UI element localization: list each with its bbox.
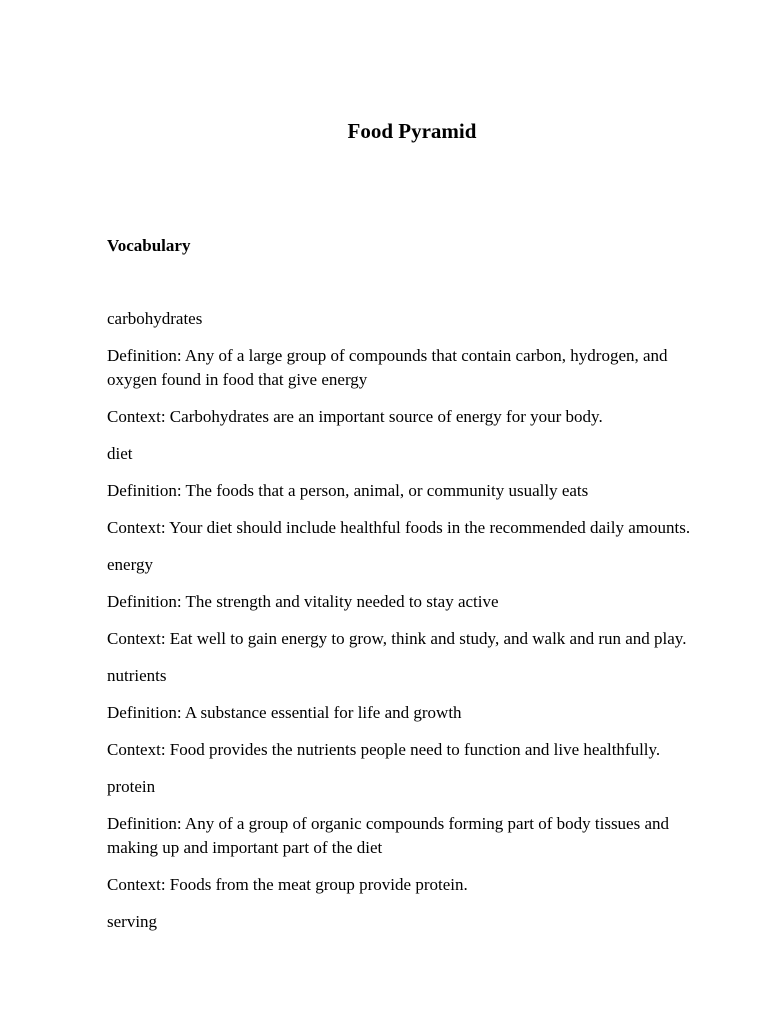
vocab-definition: Definition: A substance essential for life and growth (107, 703, 462, 722)
vocab-term: serving (107, 912, 158, 931)
vocab-context: Context: Carbohydrates are an important source of energy for your body. (107, 407, 603, 426)
document-title: Food Pyramid (347, 119, 477, 143)
section-heading-vocabulary: Vocabulary (107, 236, 191, 255)
vocab-term: energy (107, 555, 153, 574)
vocab-term: protein (107, 777, 156, 796)
vocab-context: Context: Foods from the meat group provide protein. (107, 875, 468, 894)
vocab-context: Context: Your diet should include healthful foods in the recommended daily amounts. (107, 518, 691, 537)
vocab-context: Context: Eat well to gain energy to grow, think and study, and walk and run and play. (107, 629, 687, 648)
vocabulary-list (107, 307, 719, 947)
vocab-term: diet (107, 444, 133, 463)
vocab-term: carbohydrates (107, 309, 203, 328)
vocab-context: Context: Food provides the nutrients people need to function and live healthfully. (107, 740, 661, 759)
vocab-definition: Definition: Any of a group of organic compounds forming part of body tissues and making up and important part of the diet (107, 814, 670, 857)
vocab-definition: Definition: The strength and vitality needed to stay active (107, 592, 499, 611)
vocab-definition: Definition: The foods that a person, animal, or community usually eats (107, 481, 589, 500)
vocab-definition: Definition: Any of a large group of compounds that contain carbon, hydrogen, and oxygen found in food that give energy (107, 346, 668, 389)
vocab-term: nutrients (107, 666, 167, 685)
